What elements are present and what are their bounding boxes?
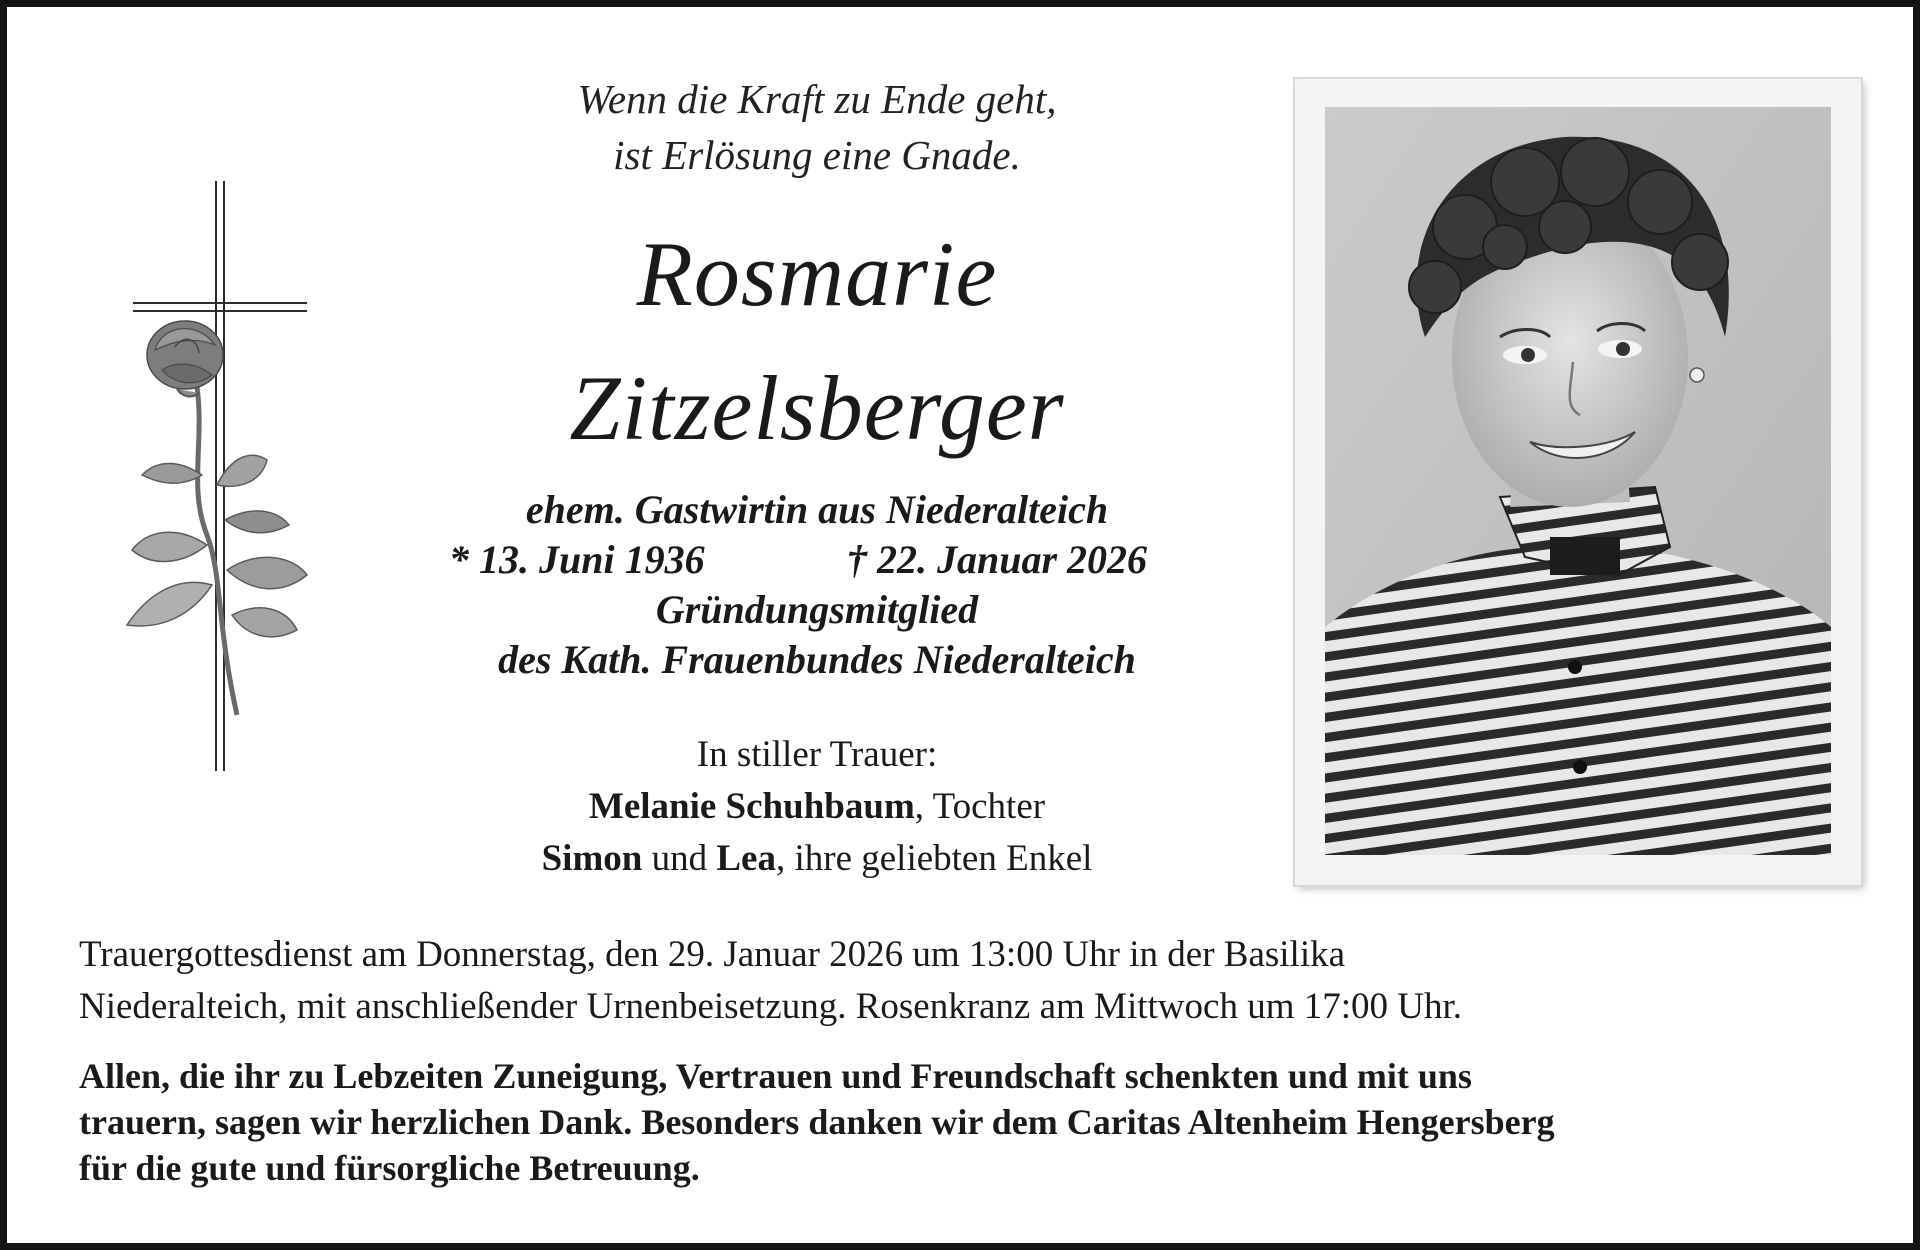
daughter-relation: , Tochter: [914, 786, 1046, 827]
death-date: † 22. Januar 2026: [847, 537, 1148, 582]
life-dates: [407, 535, 1227, 585]
portrait-photo-icon: [1325, 107, 1831, 855]
thanks-line-2: trauern, sagen wir herzlichen Dank. Besonders danken wir dem Caritas Altenheim Hengersberg: [79, 1102, 1555, 1142]
mourners: [407, 729, 1227, 885]
portrait-frame: [1295, 79, 1861, 885]
deceased-info: [407, 485, 1227, 685]
first-name: Rosmarie: [636, 223, 998, 325]
thanks-text: [79, 1053, 1869, 1191]
thanks-line-3: für die gute und fürsorgliche Betreuung.: [79, 1148, 700, 1188]
service-line-1: Trauergottesdienst am Donnerstag, den 29. Januar 2026 um 13:00 Uhr in der Basilika: [79, 934, 1346, 975]
grandchild-name-2: Lea: [716, 838, 776, 879]
motto-line-2: ist Erlösung eine Gnade.: [613, 132, 1021, 178]
cross-with-rose-icon: [67, 175, 317, 775]
service-line-2: Niederalteich, mit anschließender Urnenbeisetzung. Rosenkranz am Mittwoch um 17:00 Uhr.: [79, 986, 1463, 1027]
service-info: [79, 929, 1859, 1033]
membership-line-2: des Kath. Frauenbundes Niederalteich: [498, 637, 1136, 682]
and-word: und: [642, 838, 717, 879]
grandchildren-relation: , ihre geliebten Enkel: [775, 838, 1093, 879]
grandchild-name-1: Simon: [541, 838, 643, 879]
birth-date: * 13. Juni 1936: [449, 537, 705, 582]
daughter-name: Melanie Schuhbaum: [588, 786, 915, 827]
mourner-grandchildren: [407, 833, 1227, 885]
motto-line-1: Wenn die Kraft zu Ende geht,: [577, 76, 1057, 122]
membership-line-1: Gründungsmitglied: [655, 587, 979, 632]
portrait-photo: [1325, 107, 1831, 855]
motto: [437, 71, 1197, 183]
mourner-daughter: [407, 781, 1227, 833]
mourners-heading: In stiller Trauer:: [696, 734, 938, 775]
thanks-line-1: Allen, die ihr zu Lebzeiten Zuneigung, Vertrauen und Freundschaft schenkten und mit uns: [79, 1056, 1472, 1096]
last-name: Zitzelsberger: [569, 357, 1065, 459]
description: ehem. Gastwirtin aus Niederalteich: [525, 487, 1109, 532]
deceased-name: [407, 207, 1227, 475]
